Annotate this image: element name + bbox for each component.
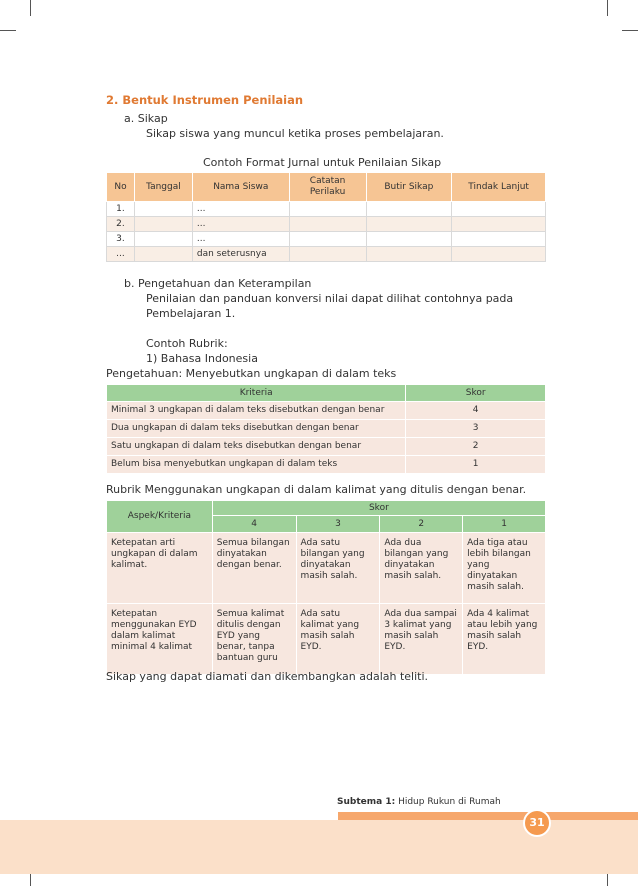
section-heading: 2. Bentuk Instrumen Penilaian <box>106 93 304 107</box>
cell-note <box>289 247 366 262</box>
knowledge-table-title: Pengetahuan: Menyebutkan ungkapan di dalam teks <box>106 367 397 380</box>
score-cell: 1 <box>406 456 546 474</box>
cell-item <box>366 247 452 262</box>
table-row <box>107 533 546 604</box>
subtema-label: Subtema 1: <box>337 797 396 807</box>
cell-item <box>366 232 452 247</box>
cell-date <box>134 202 192 217</box>
crop-mark <box>607 872 608 886</box>
cell-note <box>289 217 366 232</box>
cell-name: ... <box>192 217 289 232</box>
aspek-cell: Ketepatan menggunakan EYD dalam kalimat minimal 4 kalimat <box>107 604 213 675</box>
rubric-table <box>106 500 546 675</box>
criteria-cell: Belum bisa menyebutkan ungkapan di dalam teks <box>107 456 406 474</box>
score-cell: 2 <box>406 438 546 456</box>
score-header: 2 <box>380 516 463 533</box>
crop-mark <box>622 30 638 31</box>
crop-mark <box>607 0 608 16</box>
cell-followup <box>452 202 546 217</box>
rubric-cell: Semua kalimat ditulis dengan EYD yang benar, tanpa bantuan guru <box>212 604 296 675</box>
rubric-cell: Ada tiga atau lebih bilangan yang dinyatakan masih salah. <box>463 533 546 604</box>
sikap-label: a. Sikap <box>124 112 168 125</box>
table-row <box>107 232 546 247</box>
table-row <box>107 202 546 217</box>
score-header: 1 <box>463 516 546 533</box>
rubric-title: Rubrik Menggunakan ungkapan di dalam kalimat yang ditulis dengan benar. <box>106 483 527 496</box>
rubric-cell: Ada satu kalimat yang masih salah EYD. <box>296 604 380 675</box>
cell-no: 3. <box>107 232 135 247</box>
cell-name: ... <box>192 202 289 217</box>
criteria-cell: Dua ungkapan di dalam teks disebutkan dengan benar <box>107 420 406 438</box>
column-header: Kriteria <box>107 385 406 402</box>
cell-note <box>289 202 366 217</box>
column-header: Tanggal <box>134 173 192 202</box>
pengetahuan-label: b. Pengetahuan dan Keterampilan <box>124 277 312 290</box>
rubric-cell: Semua bilangan dinyatakan dengan benar. <box>212 533 296 604</box>
score-header: 3 <box>296 516 380 533</box>
criteria-cell: Minimal 3 ungkapan di dalam teks disebutkan dengan benar <box>107 402 406 420</box>
table-row <box>107 604 546 675</box>
rubric-cell: Ada dua sampai 3 kalimat yang masih salah EYD. <box>380 604 463 675</box>
table-header-row <box>107 501 546 516</box>
cell-followup <box>452 247 546 262</box>
table-row <box>107 217 546 232</box>
knowledge-table <box>106 384 546 474</box>
skor-header: Skor <box>212 501 545 516</box>
contoh-rubrik-label: Contoh Rubrik: <box>146 337 228 350</box>
cell-followup <box>452 217 546 232</box>
table-row <box>107 420 546 438</box>
cell-no: ... <box>107 247 135 262</box>
footer-strip <box>338 812 638 820</box>
footer-subtema <box>337 797 501 807</box>
aspek-header: Aspek/Kriteria <box>107 501 213 533</box>
page-number: 31 <box>523 809 551 837</box>
table-header-row <box>107 173 546 202</box>
criteria-cell: Satu ungkapan di dalam teks disebutkan dengan benar <box>107 438 406 456</box>
cell-date <box>134 232 192 247</box>
column-header: Catatan Perilaku <box>289 173 366 202</box>
rubric-cell: Ada satu bilangan yang dinyatakan masih salah. <box>296 533 380 604</box>
cell-date <box>134 247 192 262</box>
column-header: Skor <box>406 385 546 402</box>
subtema-title: Hidup Rukun di Rumah <box>398 797 501 807</box>
cell-name: dan seterusnya <box>192 247 289 262</box>
table-header-row <box>107 385 546 402</box>
column-header: Nama Siswa <box>192 173 289 202</box>
table-row <box>107 456 546 474</box>
rubric-cell: Ada 4 kalimat atau lebih yang masih salah EYD. <box>463 604 546 675</box>
journal-table-title: Contoh Format Jurnal untuk Penilaian Sikap <box>203 156 442 169</box>
column-header: Butir Sikap <box>366 173 452 202</box>
column-header: Tindak Lanjut <box>452 173 546 202</box>
sikap-description: Sikap siswa yang muncul ketika proses pembelajaran. <box>146 127 444 140</box>
pengetahuan-desc-line2: Pembelajaran 1. <box>146 307 236 320</box>
pengetahuan-desc-line1: Penilaian dan panduan konversi nilai dapat dilihat contohnya pada <box>146 292 514 305</box>
cell-item <box>366 202 452 217</box>
score-cell: 3 <box>406 420 546 438</box>
cell-no: 2. <box>107 217 135 232</box>
crop-mark <box>30 872 31 886</box>
aspek-cell: Ketepatan arti ungkapan di dalam kalimat. <box>107 533 213 604</box>
table-row <box>107 247 546 262</box>
closing-text: Sikap yang dapat diamati dan dikembangkan adalah teliti. <box>106 670 429 683</box>
subject-label: 1) Bahasa Indonesia <box>146 352 258 365</box>
column-header: No <box>107 173 135 202</box>
crop-mark <box>30 0 31 16</box>
cell-item <box>366 217 452 232</box>
cell-name: ... <box>192 232 289 247</box>
cell-note <box>289 232 366 247</box>
table-row <box>107 438 546 456</box>
score-header: 4 <box>212 516 296 533</box>
cell-date <box>134 217 192 232</box>
crop-mark <box>0 30 16 31</box>
score-cell: 4 <box>406 402 546 420</box>
table-row <box>107 402 546 420</box>
rubric-cell: Ada dua bilangan yang dinyatakan masih salah. <box>380 533 463 604</box>
cell-no: 1. <box>107 202 135 217</box>
journal-table <box>106 172 546 262</box>
cell-followup <box>452 232 546 247</box>
